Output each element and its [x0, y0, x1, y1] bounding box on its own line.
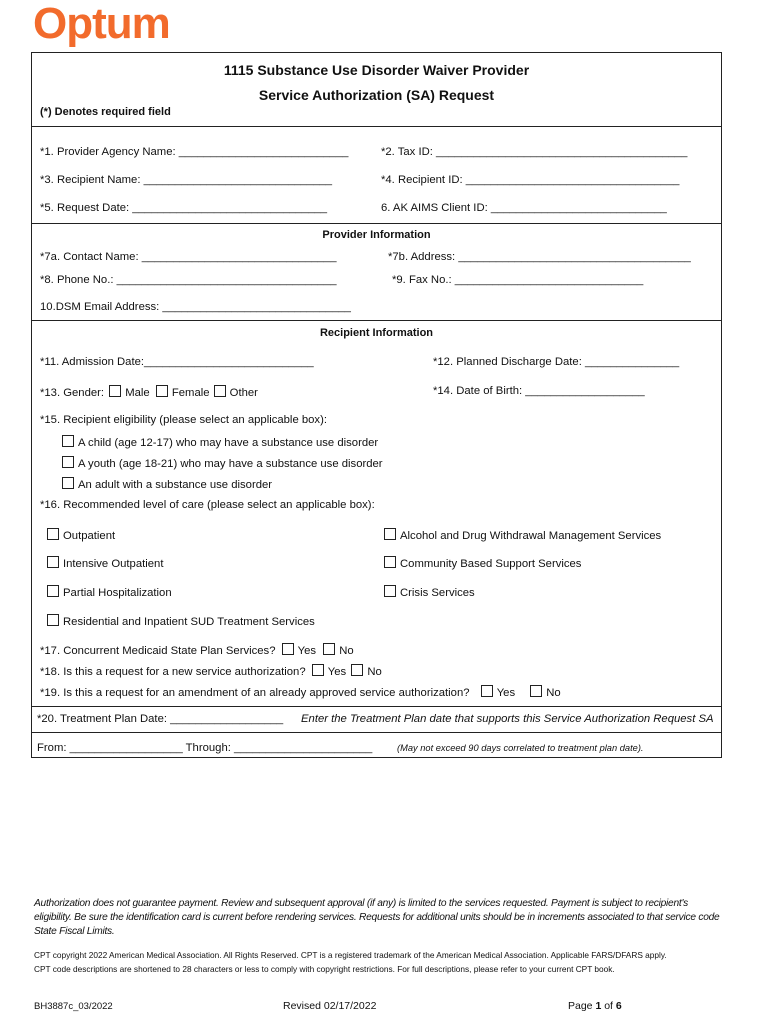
gender-other-checkbox[interactable]: [214, 385, 226, 397]
from-through-fields[interactable]: From: __________________ Through: ______________________: [37, 742, 373, 754]
new-authorization-label: *18. Is this a request for a new service authorization?: [40, 666, 306, 678]
provider-agency-name-field[interactable]: *1. Provider Agency Name: ___________________________: [40, 146, 349, 158]
page-total: 6: [615, 1000, 622, 1012]
cpt-copyright-line2: CPT code descriptions are shortened to 28 characters or less to comply with copyright restrictions. For full descriptions, please refer to your current CPT book.: [34, 964, 615, 974]
care-partial-checkbox[interactable]: [47, 585, 59, 597]
disclaimer-line1: Authorization does not guarantee payment. Review and subsequent approval (if any) is limited to the services requested. Payment is subject to recipient's: [34, 898, 688, 909]
care-partial-label: Partial Hospitalization: [63, 587, 172, 599]
phone-field[interactable]: *8. Phone No.: ___________________________________: [40, 274, 337, 286]
gender-other-label: Other: [229, 387, 258, 399]
request-date-field[interactable]: *5. Request Date: _______________________________: [40, 202, 328, 214]
eligibility-youth-option[interactable]: [62, 456, 383, 470]
care-residential-option[interactable]: [47, 614, 315, 628]
gender-male-checkbox[interactable]: [109, 385, 121, 397]
new-auth-yes-checkbox[interactable]: [312, 664, 324, 676]
concurrent-medicaid-row: [40, 643, 354, 657]
no-label: No: [367, 666, 382, 678]
disclaimer-line2: eligibility. Be sure the identification card is current before rendering services. Requests for additional units should be in increments associated to that service code: [34, 912, 720, 923]
care-partial-option[interactable]: [47, 585, 172, 599]
dsm-email-field[interactable]: 10.DSM Email Address: ______________________________: [40, 301, 351, 313]
care-crisis-label: Crisis Services: [400, 587, 475, 599]
gender-female-label: Female: [171, 387, 210, 399]
care-community-label: Community Based Support Services: [400, 558, 582, 570]
yes-label: Yes: [297, 645, 317, 657]
contact-name-field[interactable]: *7a. Contact Name: _______________________________: [40, 251, 337, 263]
date-of-birth-field[interactable]: *14. Date of Birth: ___________________: [433, 385, 645, 397]
care-intensive-label: Intensive Outpatient: [63, 558, 164, 570]
care-crisis-option[interactable]: [384, 585, 475, 599]
address-field[interactable]: *7b. Address: _____________________________________: [388, 251, 691, 263]
care-intensive-option[interactable]: [47, 556, 163, 570]
amendment-yes-checkbox[interactable]: [481, 685, 493, 697]
care-residential-checkbox[interactable]: [47, 614, 59, 626]
eligibility-adult-option[interactable]: [62, 477, 272, 491]
page-prefix: Page: [568, 1000, 593, 1012]
eligibility-youth-checkbox[interactable]: [62, 456, 74, 468]
care-community-option[interactable]: [384, 556, 581, 570]
ak-aims-client-id-field[interactable]: 6. AK AIMS Client ID: ____________________________: [381, 202, 667, 214]
eligibility-child-option[interactable]: [62, 435, 378, 449]
page-of: of: [604, 1000, 613, 1012]
page-current: 1: [595, 1000, 602, 1012]
tax-id-field[interactable]: *2. Tax ID: ________________________________________: [381, 146, 688, 158]
form-id: BH3887c_03/2022: [34, 1001, 113, 1012]
cpt-copyright-line1: CPT copyright 2022 American Medical Association. All Rights Reserved. CPT is a registered trademark of the American Medical Association. Applicable FARS/DFARS apply.: [34, 950, 667, 960]
revised-date: Revised 02/17/2022: [283, 1000, 377, 1012]
no-label: No: [546, 687, 561, 699]
fax-field[interactable]: *9. Fax No.: ______________________________: [392, 274, 644, 286]
admission-date-field[interactable]: *11. Admission Date:___________________________: [40, 356, 314, 368]
care-alcohol-option[interactable]: [384, 528, 661, 542]
new-auth-no-checkbox[interactable]: [351, 664, 363, 676]
eligibility-child-checkbox[interactable]: [62, 435, 74, 447]
divider: [31, 732, 722, 733]
eligibility-child-label: A child (age 12-17) who may have a substance use disorder: [78, 437, 379, 449]
amendment-no-checkbox[interactable]: [530, 685, 542, 697]
optum-logo: Optum: [33, 0, 170, 48]
concurrent-medicaid-label: *17. Concurrent Medicaid State Plan Services?: [40, 645, 276, 657]
concurrent-no-checkbox[interactable]: [323, 643, 335, 655]
care-intensive-checkbox[interactable]: [47, 556, 59, 568]
care-alcohol-checkbox[interactable]: [384, 528, 396, 540]
required-note: (*) Denotes required field: [40, 106, 171, 118]
page-number: [568, 1000, 622, 1012]
gender-female-checkbox[interactable]: [156, 385, 168, 397]
concurrent-yes-checkbox[interactable]: [282, 643, 294, 655]
no-label: No: [339, 645, 354, 657]
provider-info-heading: Provider Information: [322, 229, 431, 241]
eligibility-youth-label: A youth (age 18-21) who may have a substance use disorder: [78, 458, 383, 470]
eligibility-adult-label: An adult with a substance use disorder: [78, 479, 273, 491]
divider: [31, 706, 722, 707]
yes-label: Yes: [327, 666, 347, 678]
form-title-line1: 1115 Substance Use Disorder Waiver Provider: [223, 62, 530, 78]
disclaimer-line3: State Fiscal Limits.: [34, 926, 115, 937]
planned-discharge-date-field[interactable]: *12. Planned Discharge Date: _______________: [433, 356, 680, 368]
treatment-plan-date-note: Enter the Treatment Plan date that supports this Service Authorization Request SA: [301, 713, 714, 725]
gender-row: [40, 385, 258, 399]
gender-male-label: Male: [125, 387, 150, 399]
treatment-plan-date-field[interactable]: *20. Treatment Plan Date: __________________: [37, 713, 284, 725]
care-community-checkbox[interactable]: [384, 556, 396, 568]
amendment-row: [40, 685, 561, 699]
from-through-note: (May not exceed 90 days correlated to treatment plan date).: [397, 743, 644, 753]
care-crisis-checkbox[interactable]: [384, 585, 396, 597]
care-outpatient-option[interactable]: [47, 528, 115, 542]
new-authorization-row: [40, 664, 382, 678]
divider: [31, 223, 722, 224]
care-alcohol-label: Alcohol and Drug Withdrawal Management Services: [400, 530, 662, 542]
gender-label: *13. Gender:: [40, 387, 105, 399]
level-of-care-label: *16. Recommended level of care (please select an applicable box):: [40, 499, 375, 511]
recipient-name-field[interactable]: *3. Recipient Name: ______________________________: [40, 174, 333, 186]
care-outpatient-label: Outpatient: [63, 530, 116, 542]
divider: [31, 126, 722, 127]
care-outpatient-checkbox[interactable]: [47, 528, 59, 540]
divider: [31, 320, 722, 321]
recipient-id-field[interactable]: *4. Recipient ID: __________________________________: [381, 174, 680, 186]
form-title-line2: Service Authorization (SA) Request: [258, 87, 495, 103]
amendment-label: *19. Is this a request for an amendment of an already approved service authorization?: [40, 687, 470, 699]
eligibility-label: *15. Recipient eligibility (please select an applicable box):: [40, 414, 327, 426]
care-residential-label: Residential and Inpatient SUD Treatment Services: [63, 616, 315, 628]
yes-label: Yes: [496, 687, 516, 699]
eligibility-adult-checkbox[interactable]: [62, 477, 74, 489]
recipient-info-heading: Recipient Information: [319, 327, 434, 339]
